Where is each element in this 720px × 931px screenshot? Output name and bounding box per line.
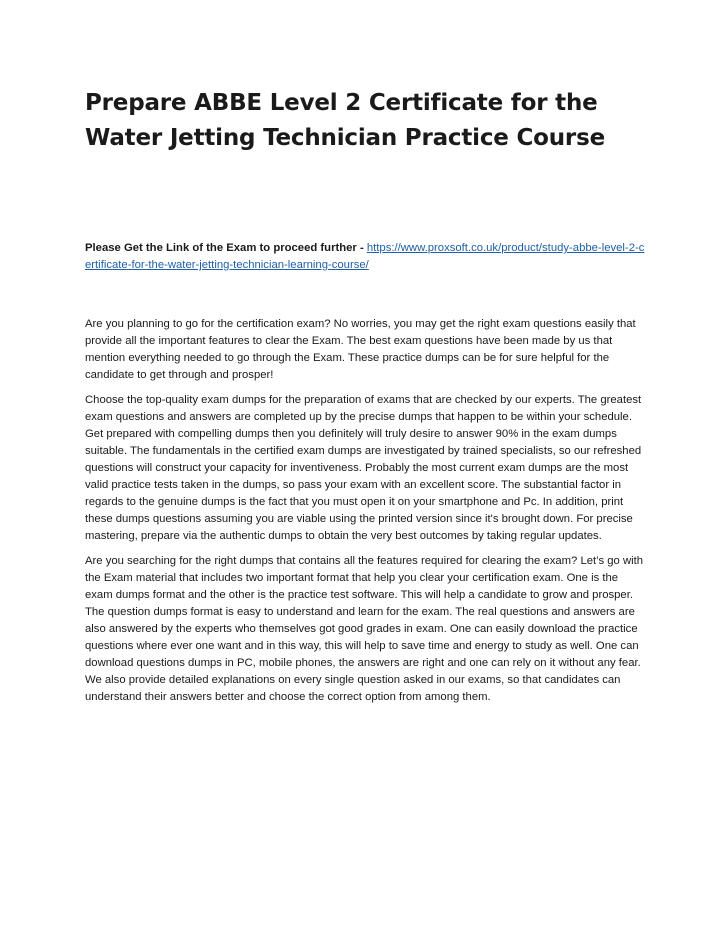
- exam-link-section: [85, 240, 645, 274]
- body-paragraph-1: Are you planning to go for the certification exam? No worries, you may get the right exam questions easily that provide all the important features to clear the Exam. The best exam questions have been made by us that mention everything needed to go through the Exam. These practice dumps can be for sure helpful for the candidate to get through and prosper!: [85, 318, 636, 381]
- body-paragraph-3: Are you searching for the right dumps that contains all the features required for clearing the exam? Let’s go with the Exam material that includes two important format that help you clear your certification exam. One is the exam dumps format and the other is the practice test software. This will help a candidate to grow and prosper. The question dumps format is easy to understand and learn for the exam. The real questions and answers are also answered by the experts who themselves got good grades in exam. One can easily download the practice questions where ever one want and in this way, this will help to save time and energy to study as well. One can download questions dumps in PC, mobile phones, the answers are right and one can rely on it without any fear. We also provide detailed explanations on every single question asked in our exams, so that candidates can understand their answers better and choose the correct option from among them.: [85, 555, 644, 703]
- link-lead-text: Please Get the Link of the Exam to proceed further -: [85, 242, 367, 254]
- document-title: Prepare ABBE Level 2 Certificate for the Water Jetting Technician Practice Course: [85, 90, 605, 151]
- exam-link[interactable]: https://www.proxsoft.co.uk/product/study-abbe-level-2-certificate-for-the-water-jetting-technician-learning-course/: [85, 242, 645, 271]
- body-paragraph-2: Choose the top-quality exam dumps for the preparation of exams that are checked by our experts. The greatest exam questions and answers are completed up by the precise dumps that happen to be within your schedule. Get prepared with compelling dumps then you definitely will truly desire to answer 90% in the exam dumps suitable. The fundamentals in the certified exam dumps are investigated by trained specialists, so our refreshed questions will construct your capacity for inventiveness. Probably the most current exam dumps are the most valid practice tests taken in the dumps, so pass your exam with an excellent score. The substantial factor in regards to the genuine dumps is the fact that you must open it on your smartphone and Pc. In addition, print these dumps questions assuming you are viable using the printed version since it's brought down. For precise mastering, prepare via the authentic dumps to obtain the very best outcomes by taking regular updates.: [85, 394, 642, 542]
- document-body: [85, 316, 645, 714]
